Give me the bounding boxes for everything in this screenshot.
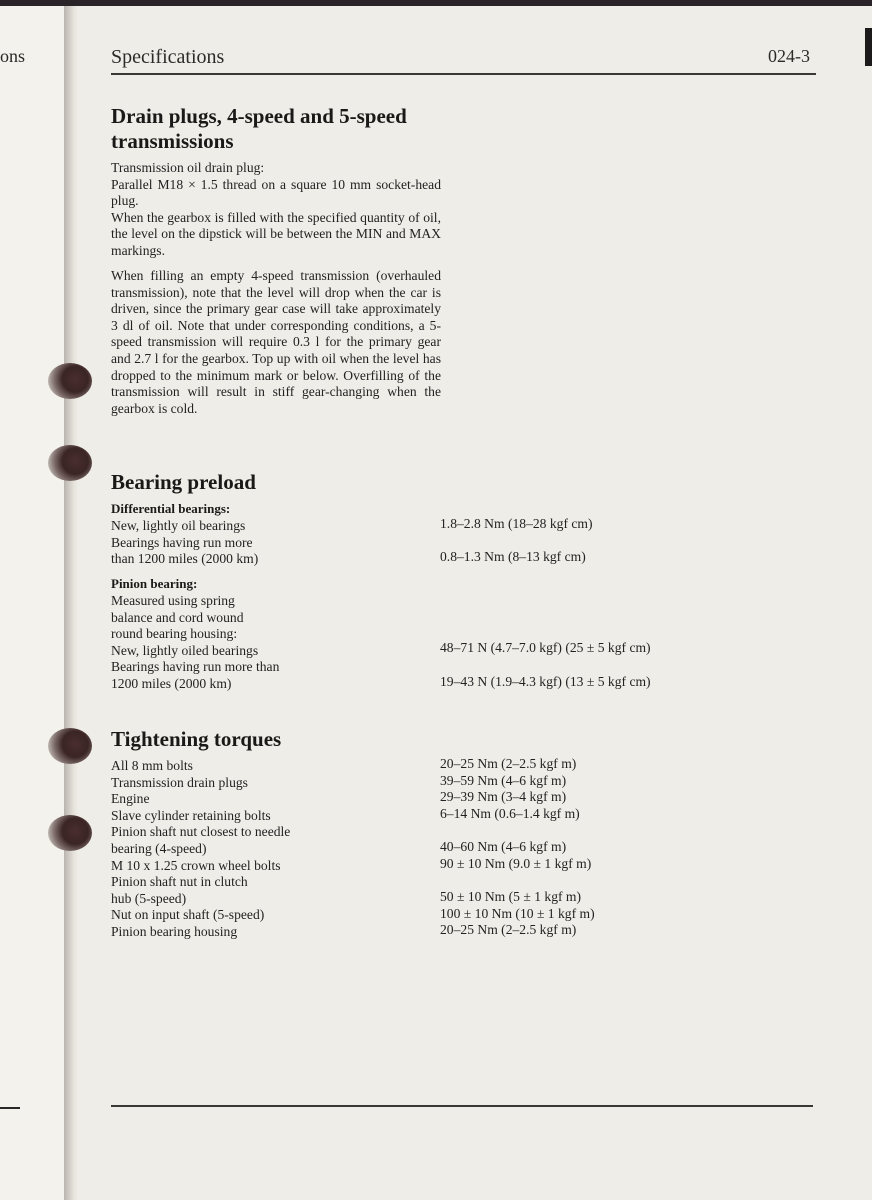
torque-label: Pinion bearing housing bbox=[111, 924, 238, 939]
spec-value: 1.8–2.8 Nm (18–28 kgf cm) bbox=[440, 516, 593, 531]
section-heading-bearing-preload: Bearing preload bbox=[111, 470, 256, 494]
header-rule bbox=[111, 73, 816, 75]
spec-label: 1200 miles (2000 km) bbox=[111, 676, 232, 691]
torque-value: 39–59 Nm (4–6 kgf m) bbox=[440, 772, 567, 788]
differential-bearings-title: Differential bearings: bbox=[111, 501, 231, 516]
section-heading-tightening-torques: Tightening torques bbox=[111, 727, 282, 751]
torque-label: Pinion shaft nut in clutch bbox=[111, 874, 248, 890]
heading-line: Drain plugs, 4-speed and 5-speed bbox=[111, 104, 407, 128]
torque-value: 20–25 Nm (2–2.5 kgf m) bbox=[440, 756, 577, 771]
page-header-title: Specifications bbox=[111, 46, 225, 68]
pinion-bearing-title: Pinion bearing: bbox=[111, 576, 198, 591]
torque-label: Nut on input shaft (5-speed) bbox=[111, 907, 265, 923]
spec-label: than 1200 miles (2000 km) bbox=[111, 551, 259, 567]
torque-value: 50 ± 10 Nm (5 ± 1 kgf m) bbox=[440, 889, 582, 904]
binder-hole bbox=[48, 815, 92, 851]
text-line: When the gearbox is filled with the specified quantity of oil, the level on the dipstick will be between the MIN and MAX markings. bbox=[111, 209, 441, 258]
left-page-header-fragment: ons bbox=[0, 46, 26, 66]
torque-label: M 10 x 1.25 crown wheel bolts bbox=[111, 857, 281, 873]
spec-label: Bearings having run more than bbox=[111, 659, 280, 675]
spec-label: Measured using spring bbox=[111, 593, 235, 608]
spec-value: 0.8–1.3 Nm (8–13 kgf cm) bbox=[440, 549, 586, 564]
torque-value: 6–14 Nm (0.6–1.4 kgf m) bbox=[440, 805, 580, 821]
text-line: Parallel M18 × 1.5 thread on a square 10 mm socket-head plug. bbox=[111, 176, 441, 209]
torque-value: 90 ± 10 Nm (9.0 ± 1 kgf m) bbox=[440, 855, 592, 871]
binder-hole bbox=[48, 445, 92, 481]
torque-value: 100 ± 10 Nm (10 ± 1 kgf m) bbox=[440, 905, 595, 921]
page-number: 024-3 bbox=[768, 46, 810, 66]
spec-label: round bearing housing: bbox=[111, 626, 238, 642]
torque-label: Transmission drain plugs bbox=[111, 774, 248, 790]
binder-hole bbox=[48, 728, 92, 764]
torque-label: All 8 mm bolts bbox=[111, 758, 193, 773]
left-page-footer-rule bbox=[0, 1107, 20, 1109]
page-gutter-shadow bbox=[64, 6, 78, 1200]
torque-label: hub (5-speed) bbox=[111, 890, 187, 906]
spec-label: balance and cord wound bbox=[111, 609, 244, 625]
drain-plug-paragraph-1 bbox=[111, 160, 441, 260]
torque-value: 20–25 Nm (2–2.5 kgf m) bbox=[440, 922, 577, 938]
text-block: When filling an empty 4-speed transmission (overhauled transmission), note that the level will drop when the car is driven, since the primary gear case will take approximately 3 dl of oil. Note that under corresponding conditions, a 5-speed transmission will require 0.3 l for the primary gear and 2.7 l for the gearbox. Top up with oil when the level has dropped to the minimum mark or below. Overfilling of the transmission will result in stiff gear-changing when the gearbox is cold. bbox=[111, 268, 441, 416]
drain-plug-paragraph-2 bbox=[111, 268, 441, 417]
footer-rule bbox=[111, 1105, 813, 1107]
heading-line: transmissions bbox=[111, 129, 234, 153]
text-line: Transmission oil drain plug: bbox=[111, 160, 265, 175]
section-heading-drain-plugs bbox=[111, 104, 407, 154]
torque-label: Engine bbox=[111, 791, 150, 807]
index-tab-mark bbox=[865, 28, 872, 66]
torque-value: 40–60 Nm (4–6 kgf m) bbox=[440, 839, 567, 854]
spec-label: New, lightly oil bearings bbox=[111, 518, 246, 533]
spec-label: Bearings having run more bbox=[111, 534, 253, 550]
spec-value: 19–43 N (1.9–4.3 kgf) (13 ± 5 kgf cm) bbox=[440, 674, 651, 689]
spec-value: 48–71 N (4.7–7.0 kgf) (25 ± 5 kgf cm) bbox=[440, 640, 651, 655]
torque-label: Pinion shaft nut closest to needle bbox=[111, 824, 291, 840]
torque-value: 29–39 Nm (3–4 kgf m) bbox=[440, 789, 567, 805]
left-page-edge bbox=[0, 6, 65, 1200]
spec-label: New, lightly oiled bearings bbox=[111, 642, 259, 658]
binder-hole bbox=[48, 363, 92, 399]
torque-label: Slave cylinder retaining bolts bbox=[111, 807, 271, 823]
torque-label: bearing (4-speed) bbox=[111, 841, 207, 856]
